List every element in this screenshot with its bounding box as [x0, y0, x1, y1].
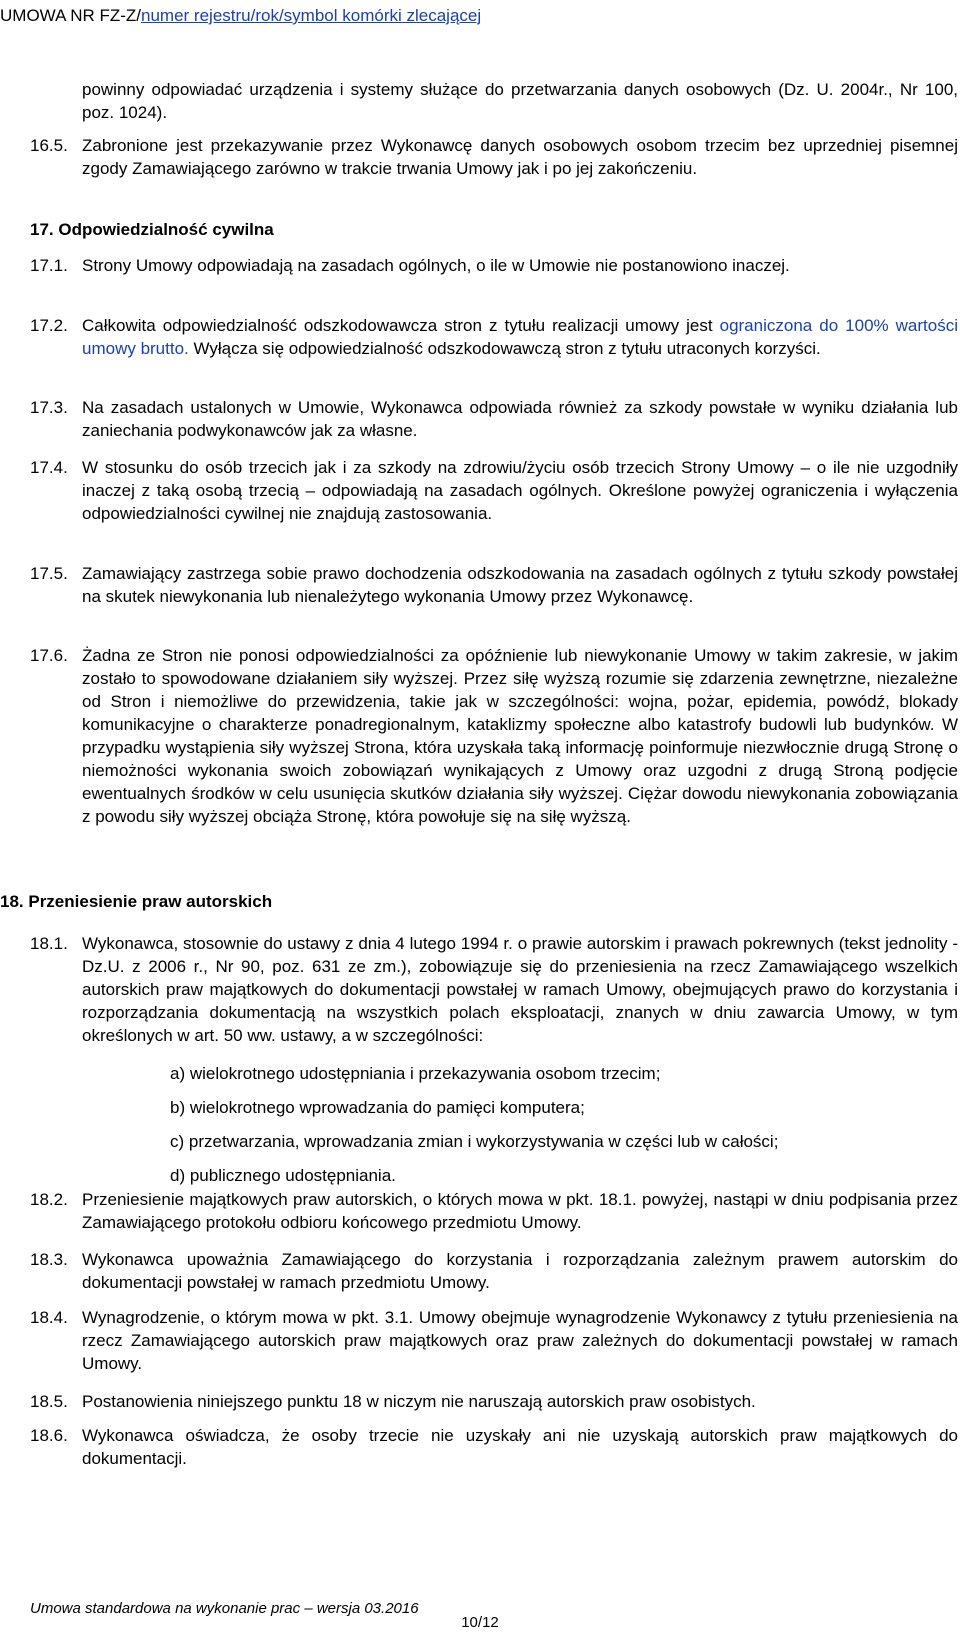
clause-number: 17.5. — [30, 564, 68, 583]
clause-number: 18.3. — [30, 1250, 68, 1269]
clause-number: 17.6. — [30, 646, 68, 665]
clause-16-5 — [30, 134, 958, 180]
clause-18-3 — [30, 1248, 958, 1294]
clause-number: 17.1. — [30, 256, 68, 275]
clause-17-4 — [30, 456, 958, 525]
clause-number: 17.3. — [30, 398, 68, 417]
footer-document-version: Umowa standardowa na wykonanie prac – wersja 03.2016 — [30, 1600, 419, 1617]
clause-text: Na zasadach ustalonych w Umowie, Wykonawca odpowiada również za szkody powstałe w wyniku działania lub zaniechania podwykonawców jak za własne. — [82, 398, 958, 440]
clause-text-part: Całkowita odpowiedzialność odszkodowawcza stron z tytułu realizacji umowy jest — [82, 316, 720, 335]
clause-text: Przeniesienie majątkowych praw autorskich, o których mowa w pkt. 18.1. powyżej, nastąpi w dniu podpisania przez Zamawiającego protokołu odbioru końcowego przedmiotu Umowy. — [82, 1190, 958, 1232]
clause-text: Zamawiający zastrzega sobie prawo dochodzenia odszkodowania na zasadach ogólnych z tytułu szkody powstałej na skutek niewykonania lub nienależytego wykonania Umowy przez Wykonawcę. — [82, 564, 958, 606]
clause-18-5 — [30, 1390, 958, 1413]
clause-text: Zabronione jest przekazywanie przez Wykonawcę danych osobowych osobom trzecim bez uprzedniej pisemnej zgody Zamawiającego zarówno w trakcie trwania Umowy jak i po jej zakończeniu. — [82, 136, 958, 178]
subpoint-d: d) publicznego udostępniania. — [170, 1166, 396, 1185]
clause-17-3 — [30, 396, 958, 442]
clause-18-4 — [30, 1306, 958, 1375]
subpoint-c: c) przetwarzania, wprowadzania zmian i wykorzystywania w części lub w całości; — [170, 1132, 779, 1151]
clause-number: 18.4. — [30, 1308, 68, 1327]
clause-text — [82, 314, 958, 360]
subpoint-a: a) wielokrotnego udostępniania i przekazywania osobom trzecim; — [170, 1064, 661, 1083]
section-18-heading: 18. Przeniesienie praw autorskich — [0, 892, 273, 911]
liability-limit-text: ograniczona do 100% wartości umowy brutto. — [82, 316, 959, 358]
clause-17-2 — [30, 314, 958, 360]
clause-text: Wykonawca upoważnia Zamawiającego do korzystania i rozporządzania zależnym prawem autorskim do dokumentacji powstałej w ramach przedmiotu Umowy. — [82, 1250, 958, 1292]
intro-paragraph: powinny odpowiadać urządzenia i systemy służące do przetwarzania danych osobowych (Dz. U. 2004r., Nr 100, poz. 1024). — [82, 80, 958, 122]
clause-number: 16.5. — [30, 136, 68, 155]
clause-number: 18.1. — [30, 934, 68, 953]
clause-text: Strony Umowy odpowiadają na zasadach ogólnych, o ile w Umowie nie postanowiono inaczej. — [82, 256, 790, 275]
clause-text: Wykonawca, stosownie do ustawy z dnia 4 lutego 1994 r. o prawie autorskim i prawach pokrewnych (tekst jednolity - Dz.U. z 2006 r., Nr 90, poz. 631 ze zm.), zobowiązuje się do przeniesienia na rzecz Zamawiającego wszelkich autorskich praw majątkowych do dokumentacji powstałej w ramach Umowy, obejmujących prawo do korzystania i rozporządzania dokumentacją na wszystkich polach eksploatacji, znanych w dniu zawarcia Umowy, w tym określonych w art. 50 ww. ustawy, a w szczególności: — [82, 934, 958, 1045]
clause-18-6 — [30, 1424, 958, 1470]
clause-number: 18.5. — [30, 1392, 68, 1411]
section-17-heading: 17. Odpowiedzialność cywilna — [30, 220, 274, 239]
header-register-link[interactable]: numer rejestru/rok/symbol komórki zlecającej — [141, 6, 482, 25]
clause-text: Postanowienia niniejszego punktu 18 w niczym nie naruszają autorskich praw osobistych. — [82, 1392, 756, 1411]
clause-text: Wykonawca oświadcza, że osoby trzecie nie uzyskały ani nie uzyskają autorskich praw majątkowych do dokumentacji. — [82, 1426, 958, 1468]
clause-17-1 — [30, 254, 958, 277]
clause-number: 17.4. — [30, 458, 68, 477]
page-number: 10/12 — [461, 1614, 499, 1631]
clause-text: Żadna ze Stron nie ponosi odpowiedzialności za opóźnienie lub niewykonanie Umowy w takim zakresie, w jakim zostało to spowodowane działaniem siły wyższej. Przez siłę wyższą rozumie się zdarzenia zewnętrzne, niezależne od Stron i niemożliwe do przewidzenia, takie jak w szczególności: wojna, pożar, epidemia, powódź, blokady komunikacyjne o charakterze ponadregionalnym, kataklizmy społeczne albo katastrofy budowli lub budynków. W przypadku wystąpienia siły wyższej Strona, która uzyskała taką informację poinformuje niezwłocznie drugą Stronę o niemożności wykonania swoich zobowiązań wynikających z Umowy oraz uzgodni z drugą Stroną podjęcie ewentualnych środków w celu usunięcia skutków działania siły wyższej. Ciężar dowodu niewykonania zobowiązania z powodu siły wyższej obciąża Stronę, która powołuje się na siłę wyższą. — [82, 646, 958, 826]
clause-number: 18.2. — [30, 1190, 68, 1209]
clause-text-part: Wyłącza się odpowiedzialność odszkodowawczą stron z tytułu utraconych korzyści. — [188, 339, 821, 358]
clause-text: Wynagrodzenie, o którym mowa w pkt. 3.1. Umowy obejmuje wynagrodzenie Wykonawcy z tytułu przeniesienia na rzecz Zamawiającego autorskich praw majątkowych oraz praw zależnych do dokumentacji powstałej w ramach Umowy. — [82, 1308, 958, 1373]
clause-18-2 — [30, 1188, 958, 1234]
subpoint-b: b) wielokrotnego wprowadzania do pamięci komputera; — [170, 1098, 585, 1117]
clause-number: 18.6. — [30, 1426, 68, 1445]
clause-17-5 — [30, 562, 958, 608]
clause-number: 17.2. — [30, 316, 68, 335]
document-header — [0, 4, 481, 27]
header-contract-number: UMOWA NR FZ-Z/ — [0, 6, 142, 25]
clause-18-1 — [30, 932, 958, 1047]
clause-text: W stosunku do osób trzecich jak i za szkody na zdrowiu/życiu osób trzecich Strony Umowy – o ile nie uzgodniły inaczej z taką osobą trzecią – odpowiadają na zasadach ogólnych. Określone powyżej ograniczenia i wyłączenia odpowiedzialności cywilnej nie znajdują zastosowania. — [82, 458, 958, 523]
clause-17-6 — [30, 644, 958, 828]
